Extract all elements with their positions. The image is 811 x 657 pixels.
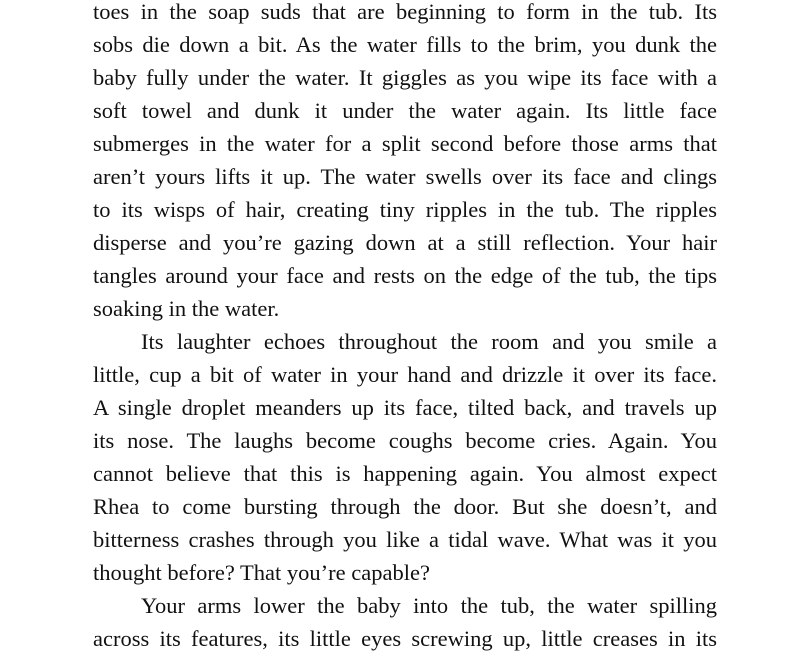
text-line: tangles around your face and rests on the edge of the tub, the tips bbox=[93, 263, 717, 288]
text-line: its nose. The laughs become coughs become cries. Again. You bbox=[93, 428, 717, 453]
text-line: toes in the soap suds that are beginning to form in the tub. Its bbox=[93, 0, 717, 24]
text-line: sobs die down a bit. As the water fills to the brim, you dunk the bbox=[93, 32, 717, 57]
paragraph-1 bbox=[93, 0, 717, 325]
text-line: submerges in the water for a split second before those arms that bbox=[93, 131, 717, 156]
text-line: Rhea to come bursting through the door. But she doesn’t, and bbox=[93, 494, 717, 519]
text-line: Your arms lower the baby into the tub, the water spilling bbox=[141, 593, 717, 618]
text-line: A single droplet meanders up its face, tilted back, and travels up bbox=[93, 395, 717, 420]
text-line: Its laughter echoes throughout the room and you smile a bbox=[141, 329, 717, 354]
text-line: soaking in the water. bbox=[93, 296, 280, 321]
document-page bbox=[93, 0, 717, 655]
paragraph-2 bbox=[93, 325, 717, 589]
text-line: little, cup a bit of water in your hand and drizzle it over its face. bbox=[93, 362, 717, 387]
text-line: across its features, its little eyes screwing up, little creases in its bbox=[93, 626, 717, 651]
text-line: aren’t yours lifts it up. The water swells over its face and clings bbox=[93, 164, 717, 189]
text-line: disperse and you’re gazing down at a still reflection. Your hair bbox=[93, 230, 717, 255]
paragraph-3 bbox=[93, 589, 717, 655]
text-line: baby fully under the water. It giggles as you wipe its face with a bbox=[93, 65, 717, 90]
text-line: to its wisps of hair, creating tiny ripples in the tub. The ripples bbox=[93, 197, 717, 222]
text-line: bitterness crashes through you like a tidal wave. What was it you bbox=[93, 527, 717, 552]
text-line: soft towel and dunk it under the water again. Its little face bbox=[93, 98, 717, 123]
text-line: thought before? That you’re capable? bbox=[93, 560, 430, 585]
text-line: cannot believe that this is happening again. You almost expect bbox=[93, 461, 717, 486]
